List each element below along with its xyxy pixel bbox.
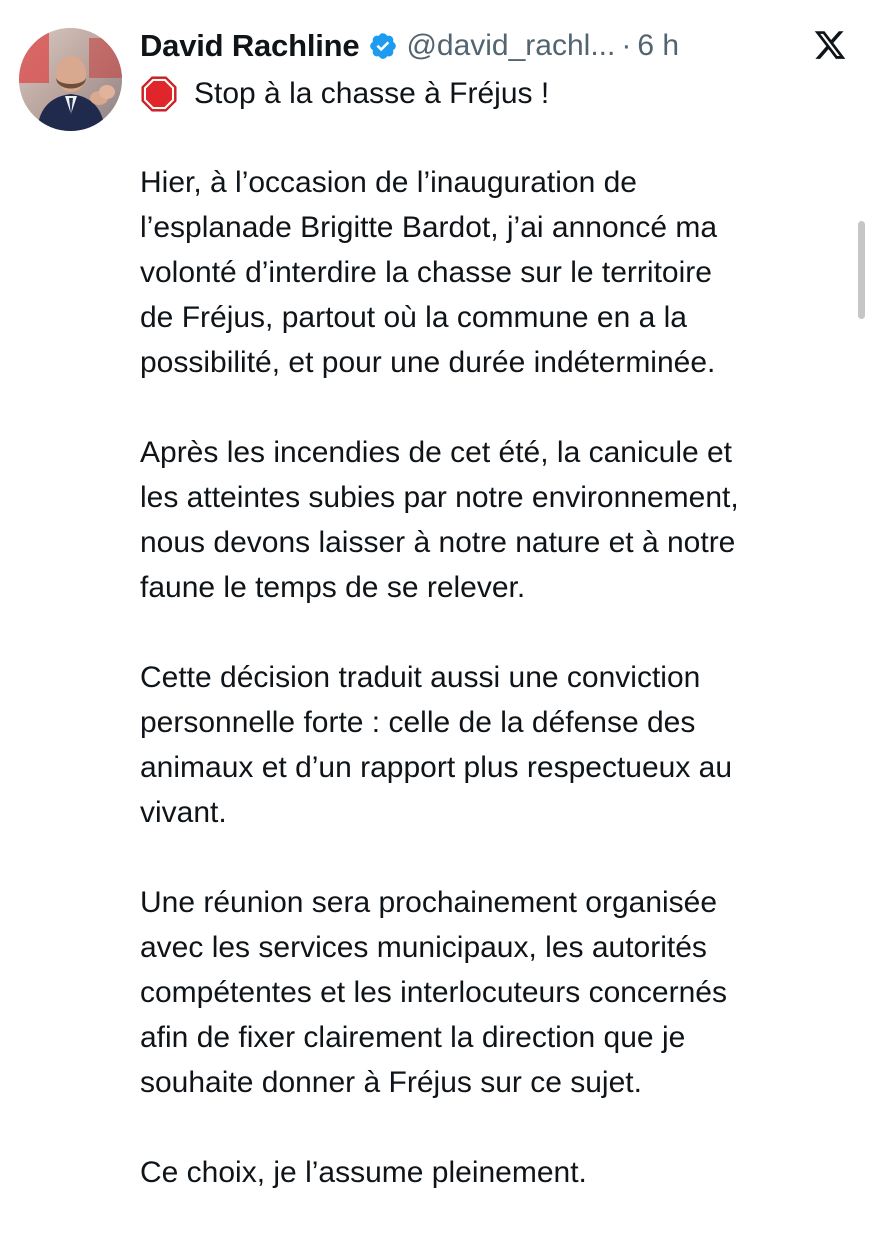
paragraph-5 xyxy=(140,1150,845,1195)
tweet-headline xyxy=(140,70,549,118)
author-handle[interactable]: @david_rachl... xyxy=(406,29,616,62)
tweet-header xyxy=(140,22,679,70)
text-line: Cette décision traduit aussi une conviction xyxy=(140,661,701,694)
tweet-body xyxy=(140,160,845,1240)
text-line: de Fréjus, partout où la commune en a la xyxy=(140,301,687,334)
text-line: compétentes et les interlocuteurs concernés xyxy=(140,976,727,1009)
stop-sign-icon xyxy=(140,75,178,113)
text-line: Une réunion sera prochainement organisée xyxy=(140,886,718,919)
paragraph-4 xyxy=(140,880,845,1105)
text-line: faune le temps de se relever. xyxy=(140,571,526,604)
text-line: Ce choix, je l’assume pleinement. xyxy=(140,1156,587,1189)
text-line: animaux et d’un rapport plus respectueux au xyxy=(140,751,733,784)
paragraph-3 xyxy=(140,655,845,835)
paragraph-1 xyxy=(140,160,845,385)
text-line: les atteintes subies par notre environnement, xyxy=(140,481,739,514)
headline-text: Stop à la chasse à Fréjus ! xyxy=(194,77,550,110)
text-line: souhaite donner à Fréjus sur ce sujet. xyxy=(140,1066,642,1099)
separator-dot: · xyxy=(621,29,632,62)
text-line: personnelle forte : celle de la défense des xyxy=(140,706,696,739)
text-line: Après les incendies de cet été, la canicule et xyxy=(140,436,733,469)
avatar[interactable] xyxy=(19,28,122,131)
timestamp[interactable]: 6 h xyxy=(637,29,680,62)
verified-badge-icon xyxy=(368,31,398,61)
text-line: possibilité, et pour une durée indéterminée. xyxy=(140,346,716,379)
text-line: Hier, à l’occasion de l’inauguration de xyxy=(140,166,637,199)
text-line: volonté d’interdire la chasse sur le territoire xyxy=(140,256,712,289)
text-line: vivant. xyxy=(140,796,227,829)
text-line: afin de fixer clairement la direction que je xyxy=(140,1021,686,1054)
scrollbar-thumb[interactable] xyxy=(858,221,865,319)
text-line: avec les services municipaux, les autorités xyxy=(140,931,707,964)
paragraph-2 xyxy=(140,430,845,610)
author-name[interactable]: David Rachline xyxy=(140,28,360,63)
text-line: nous devons laisser à notre nature et à notre xyxy=(140,526,736,559)
x-logo-icon[interactable] xyxy=(812,28,848,62)
text-line: l’esplanade Brigitte Bardot, j’ai annoncé ma xyxy=(140,211,718,244)
